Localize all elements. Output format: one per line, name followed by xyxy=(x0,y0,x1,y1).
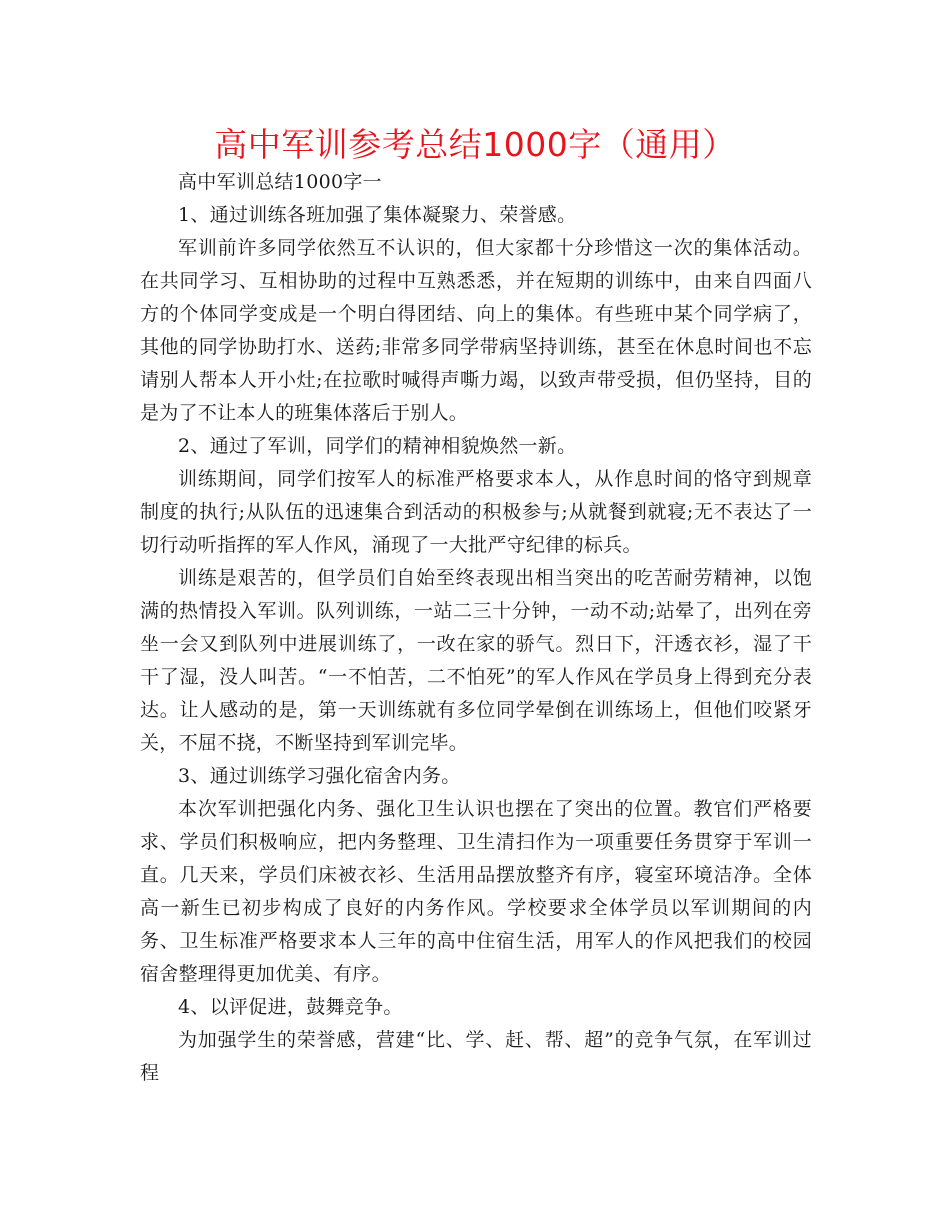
document-body xyxy=(140,166,812,1090)
paragraph: 为加强学生的荣誉感，营建“比、学、赶、帮、超”的竞争气氛，在军训过程 xyxy=(140,1029,812,1084)
paragraph: 军训前许多同学依然互不认识的，但大家都十分珍惜这一次的集体活动。在共同学习、互相协助的过程中互熟悉悉，并在短期的训练中，由来自四面八方的个体同学变成是一个明白得团结、向上的集体。有些班中某个同学病了，其他的同学协助打水、送药;非常多同学带病坚持训练，甚至在休息时间也不忘请别人帮本人开小灶;在拉歌时喊得声嘶力竭，以致声带受损，但仍坚持，目的是为了不让本人的班集体落后于别人。 xyxy=(140,237,812,424)
paragraph-heading-2: 2、通过了军训，同学们的精神相貌焕然一新。 xyxy=(178,435,577,457)
paragraph-heading-3: 3、通过训练学习强化宿舍内务。 xyxy=(178,765,461,787)
paragraph: 训练期间，同学们按军人的标准严格要求本人，从作息时间的恪守到规章制度的执行;从队伍的迅速集合到活动的积极参与;从就餐到就寝;无不表达了一切行动听指挥的军人作风，涌现了一大批严守纪律的标兵。 xyxy=(140,468,812,556)
paragraph-subtitle: 高中军训总结1000字一 xyxy=(178,171,382,193)
paragraph: 本次军训把强化内务、强化卫生认识也摆在了突出的位置。教官们严格要求、学员们积极响应，把内务整理、卫生清扫作为一项重要任务贯穿于军训一直。几天来，学员们床被衣衫、生活用品摆放整齐有序，寝室环境洁净。全体高一新生已初步构成了良好的内务作风。学校要求全体学员以军训期间的内务、卫生标准严格要求本人三年的高中住宿生活，用军人的作风把我们的校园宿舍整理得更加优美、有序。 xyxy=(140,798,812,985)
document-title: 高中军训参考总结1000字（通用） xyxy=(214,125,736,164)
paragraph: 训练是艰苦的，但学员们自始至终表现出相当突出的吃苦耐劳精神，以饱满的热情投入军训。队列训练，一站二三十分钟，一动不动;站晕了，出列在旁坐一会又到队列中进展训练了，一改在家的骄气。烈日下，汗透衣衫，湿了干干了湿，没人叫苦。“一不怕苦，二不怕死”的军人作风在学员身上得到充分表达。让人感动的是，第一天训练就有多位同学晕倒在训练场上，但他们咬紧牙关，不屈不挠，不断坚持到军训完毕。 xyxy=(140,567,812,754)
paragraph-heading-4: 4、以评促进，鼓舞竞争。 xyxy=(178,996,403,1018)
paragraph-heading-1: 1、通过训练各班加强了集体凝聚力、荣誉感。 xyxy=(178,204,577,226)
